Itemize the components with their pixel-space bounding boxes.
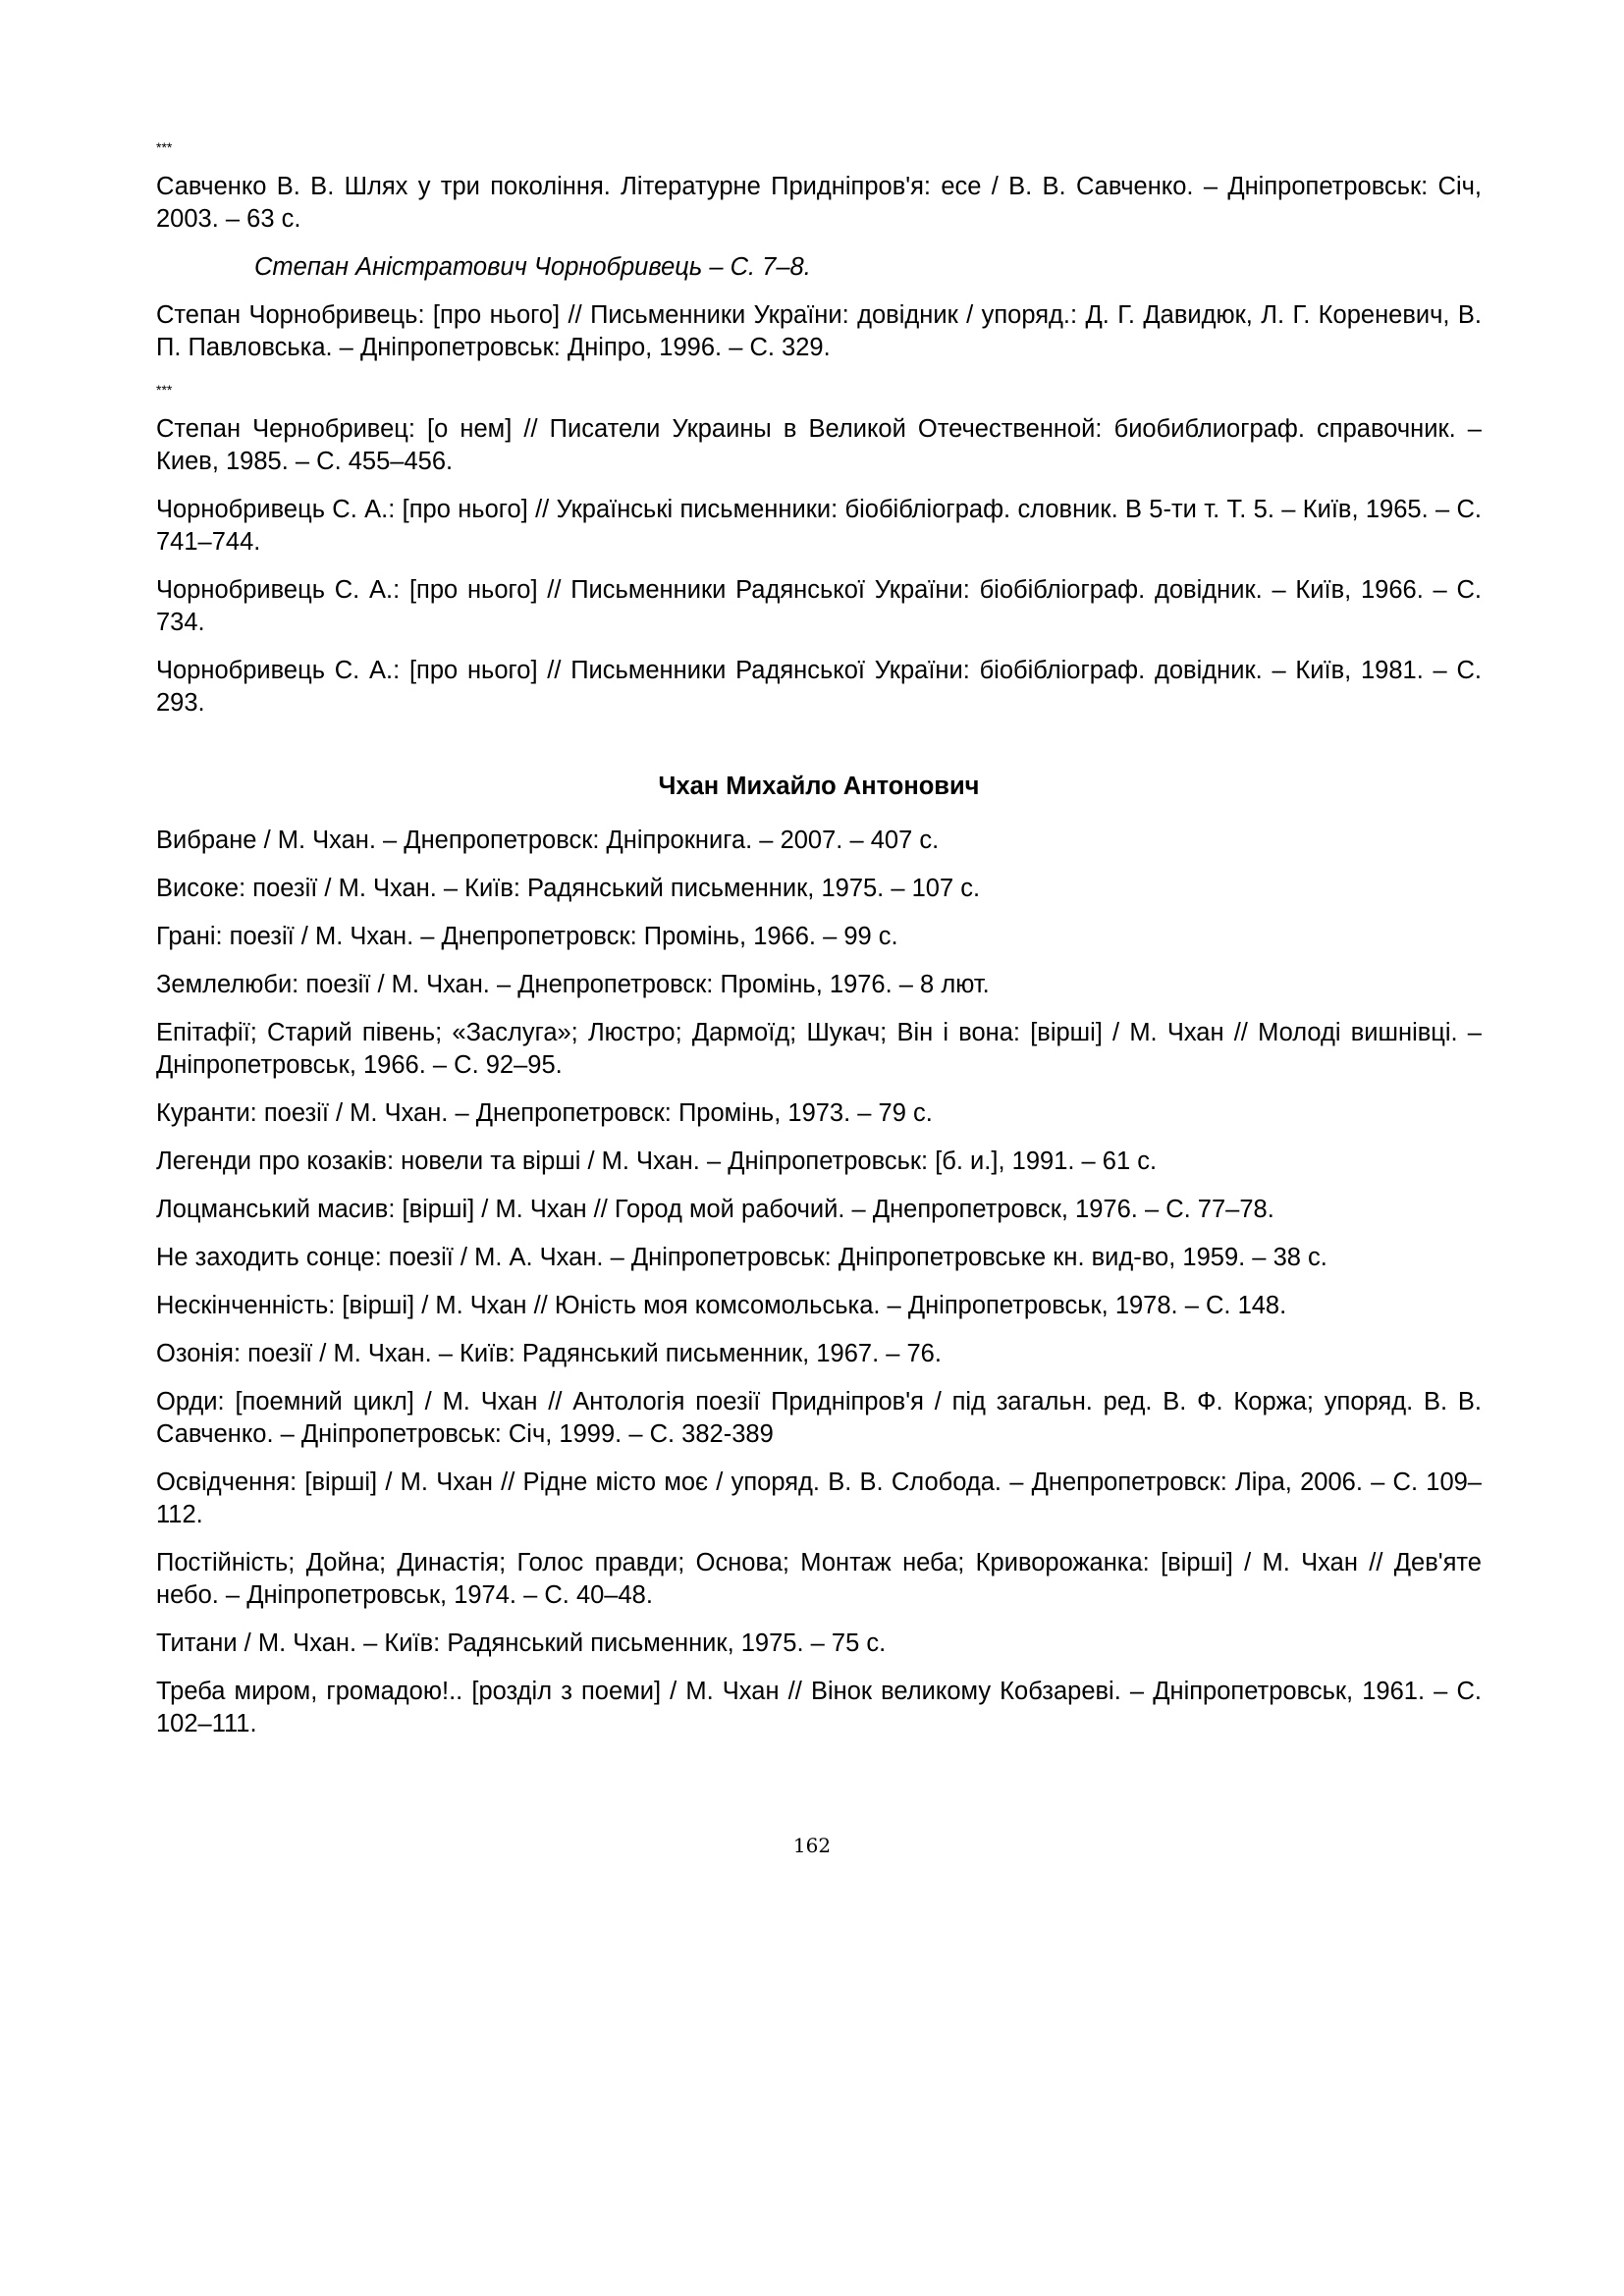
- separator-stars: ***: [156, 382, 173, 398]
- bibliography-entry: Озонія: поезії / М. Чхан. – Київ: Радянський письменник, 1967. – 76.: [156, 1340, 942, 1367]
- bibliography-entry: Не заходить сонце: поезії / М. А. Чхан. – Дніпропетровськ: Дніпропетровське кн. вид-во, 1959. – 38 с.: [156, 1244, 1327, 1271]
- entry-note: Степан Аністратович Чорнобривець – С. 7–8.: [254, 253, 811, 281]
- bibliography-entry: Орди: [поемний цикл] / М. Чхан // Антологія поезії Придніпров'я / під загальн. ред. В. Ф. Коржа; упоряд. В. В. Савченко. – Дніпропетровськ: Січ, 1999. – С. 382-389: [156, 1388, 1482, 1448]
- bibliography-entry: Савченко В. В. Шлях у три покоління. Літературне Придніпров'я: есе / В. В. Савченко. – Дніпропетровськ: Січ, 2003. – 63 с.: [156, 173, 1482, 233]
- bibliography-entry: Вибране / М. Чхан. – Днепропетровск: Дніпрокнига. – 2007. – 407 с.: [156, 827, 940, 854]
- section-entries: [156, 825, 1482, 1740]
- page-number: 162: [792, 1834, 832, 1857]
- bibliography-entry: Високе: поезії / М. Чхан. – Київ: Радянський письменник, 1975. – 107 с.: [156, 875, 981, 902]
- bibliography-entry: Грані: поезії / М. Чхан. – Днепропетровск: Промінь, 1966. – 99 с.: [156, 923, 898, 950]
- bibliography-entry: Легенди про козаків: новели та вірші / М. Чхан. – Дніпропетровськ: [б. и.], 1991. – 61 с.: [156, 1148, 1158, 1175]
- bibliography-entry: Землелюби: поезії / М. Чхан. – Днепропетровск: Промінь, 1976. – 8 лют.: [156, 971, 990, 998]
- bibliography-entry: Чорнобривець С. А.: [про нього] // Письменники Радянської України: біобібліограф. довідник. – Київ, 1966. – С. 734.: [156, 576, 1482, 636]
- bibliography-entry: Лоцманський масив: [вірші] / М. Чхан // Город мой рабочий. – Днепропетровск, 1976. – С. 77–78.: [156, 1196, 1274, 1223]
- bibliography-entry: Треба миром, громадою!.. [розділ з поеми] / М. Чхан // Вінок великому Кобзареві. – Дніпропетровськ, 1961. – С. 102–111.: [156, 1678, 1482, 1737]
- bibliography-entry: Титани / М. Чхан. – Київ: Радянський письменник, 1975. – 75 с.: [156, 1629, 887, 1657]
- bibliography-entry: Освідчення: [вірші] / М. Чхан // Рідне місто моє / упоряд. В. В. Слобода. – Днепропетровск: Ліра, 2006. – С. 109–112.: [156, 1468, 1482, 1528]
- bibliography-entry: Нескінченність: [вірші] / М. Чхан // Юність моя комсомольська. – Дніпропетровськ, 1978. – С. 148.: [156, 1292, 1287, 1319]
- bibliography-entry: Постійність; Дойна; Династія; Голос правди; Основа; Монтаж неба; Криворожанка: [вірші] / М. Чхан // Дев'яте небо. – Дніпропетровськ, 1974. – С. 40–48.: [156, 1549, 1482, 1609]
- bibliography-entry: Чорнобривець С. А.: [про нього] // Письменники Радянської України: біобібліограф. довідник. – Київ, 1981. – С. 293.: [156, 657, 1482, 717]
- separator-stars: ***: [156, 139, 173, 155]
- bibliography-entry: Степан Чернобривец: [о нем] // Писатели Украины в Великой Отечественной: биобиблиограф. справочник. – Киев, 1985. – С. 455–456.: [156, 415, 1482, 475]
- bibliography-entry: Степан Чорнобривець: [про нього] // Письменники України: довідник / упоряд.: Д. Г. Давидюк, Л. Г. Кореневич, В. П. Павловська. – Дніпропетровськ: Дніпро, 1996. – С. 329.: [156, 301, 1482, 361]
- bibliography-entry: Чорнобривець С. А.: [про нього] // Українські письменники: біобібліограф. словник. В 5-ти т. Т. 5. – Київ, 1965. – С. 741–744.: [156, 496, 1482, 556]
- document-page: [156, 137, 1482, 1756]
- bibliography-entry: Куранти: поезії / М. Чхан. – Днепропетровск: Промінь, 1973. – 79 с.: [156, 1099, 933, 1127]
- bibliography-entry: Епітафії; Старий півень; «Заслуга»; Люстро; Дармоїд; Шукач; Він і вона: [вірші] / М. Чхан // Молоді вишнівці. – Дніпропетровськ, 1966. – С. 92–95.: [156, 1019, 1482, 1079]
- section-heading: Чхан Михайло Антонович: [658, 773, 980, 800]
